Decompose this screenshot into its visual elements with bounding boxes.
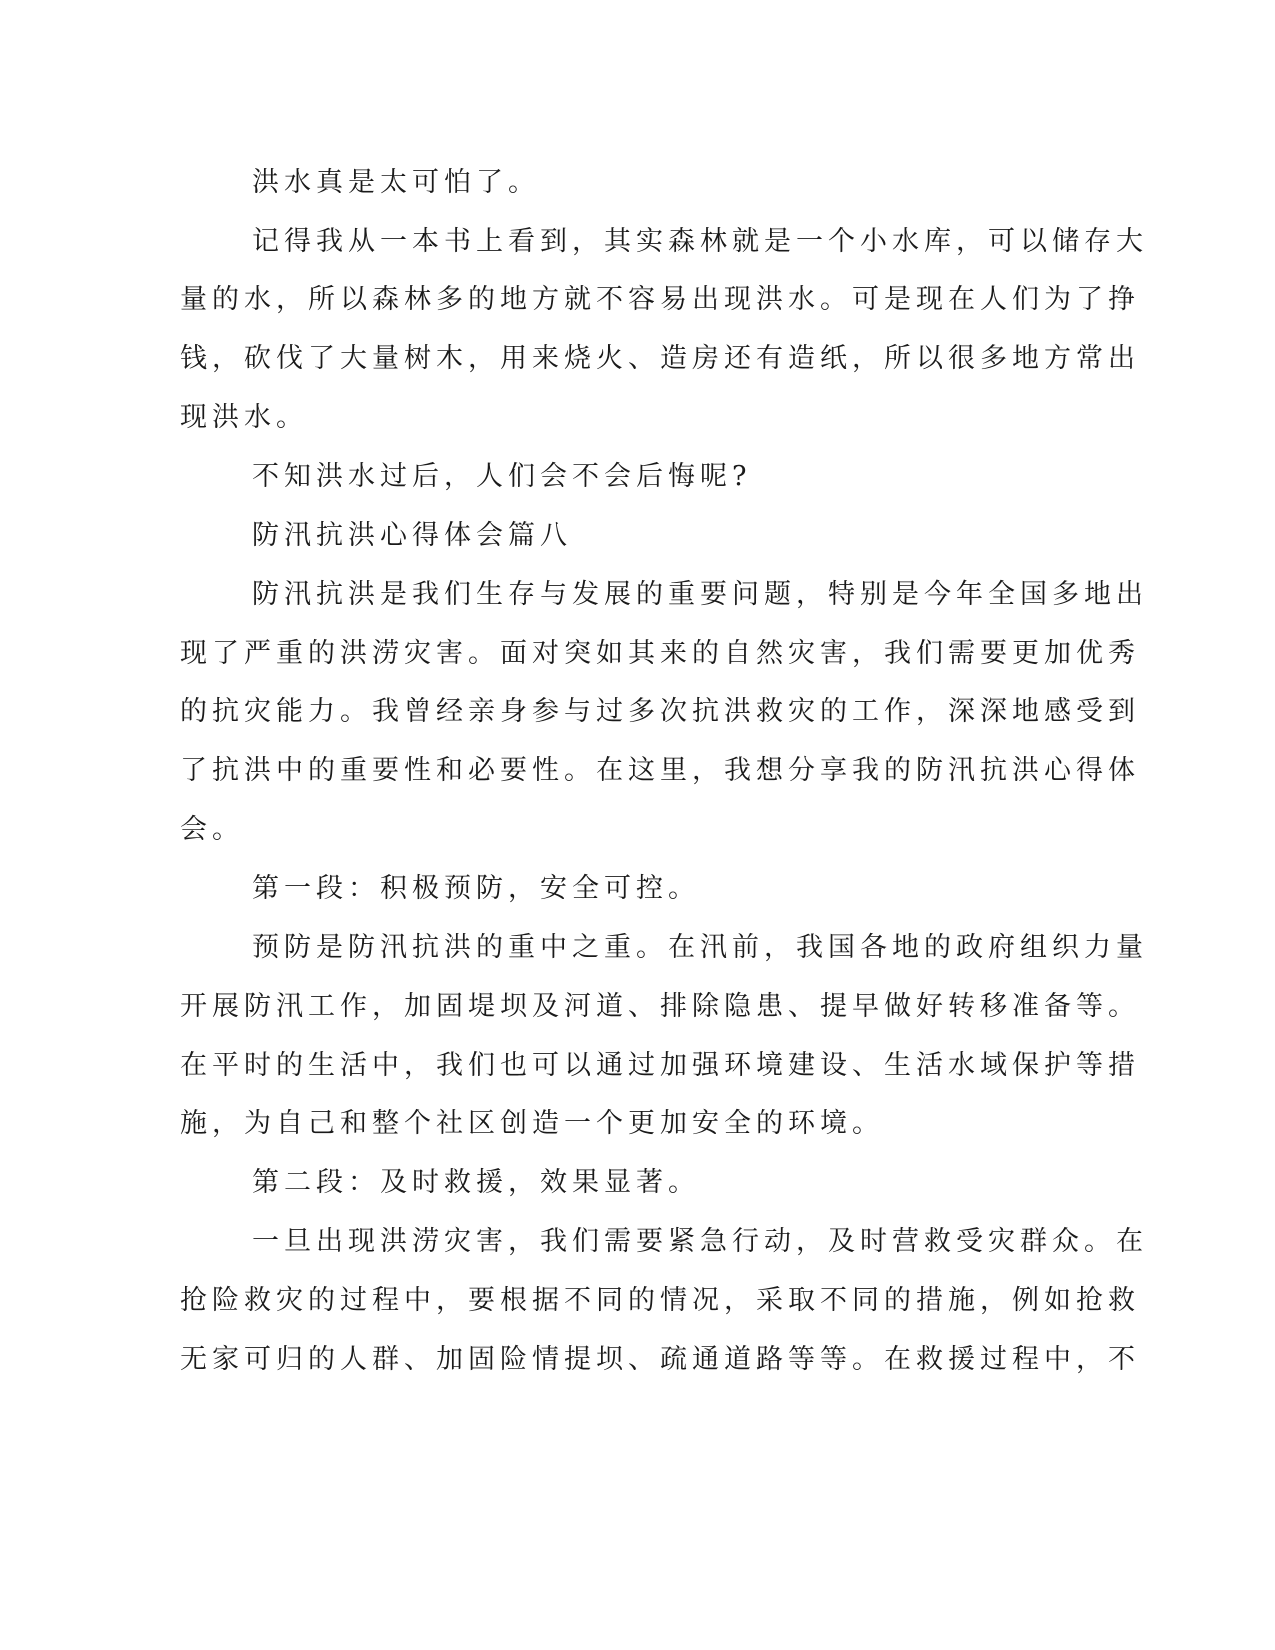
- paragraph-line: 现了严重的洪涝灾害。面对突如其来的自然灾害，我们需要更加优秀: [180, 638, 1140, 669]
- section-subheading: 第二段：及时救援，效果显著。: [252, 1167, 700, 1198]
- paragraph-line: 了抗洪中的重要性和必要性。在这里，我想分享我的防汛抗洪心得体: [180, 755, 1140, 786]
- paragraph-line: 抢险救灾的过程中，要根据不同的情况，采取不同的措施，例如抢救: [180, 1285, 1140, 1316]
- paragraph-line: 在平时的生活中，我们也可以通过加强环境建设、生活水域保护等措: [180, 1050, 1140, 1081]
- paragraph-line: 会。: [180, 814, 244, 845]
- paragraph-line: 一旦出现洪涝灾害，我们需要紧急行动，及时营救受灾群众。在: [252, 1226, 1148, 1257]
- paragraph-line: 预防是防汛抗洪的重中之重。在汛前，我国各地的政府组织力量: [252, 932, 1148, 963]
- paragraph-line: 无家可归的人群、加固险情提坝、疏通道路等等。在救援过程中，不: [180, 1344, 1140, 1375]
- paragraph-line: 防汛抗洪是我们生存与发展的重要问题，特别是今年全国多地出: [252, 579, 1148, 610]
- section-subheading: 第一段：积极预防，安全可控。: [252, 873, 700, 904]
- paragraph-line: 的抗灾能力。我曾经亲身参与过多次抗洪救灾的工作，深深地感受到: [180, 696, 1140, 727]
- paragraph-line: 开展防汛工作，加固堤坝及河道、排除隐患、提早做好转移准备等。: [180, 991, 1140, 1022]
- paragraph-line: 现洪水。: [180, 402, 308, 433]
- paragraph-line: 钱，砍伐了大量树木，用来烧火、造房还有造纸，所以很多地方常出: [180, 343, 1140, 374]
- section-heading: 防汛抗洪心得体会篇八: [252, 520, 572, 551]
- paragraph-line: 不知洪水过后，人们会不会后悔呢?: [252, 461, 752, 492]
- paragraph-line: 洪水真是太可怕了。: [252, 167, 540, 198]
- paragraph-line: 记得我从一本书上看到，其实森林就是一个小水库，可以储存大: [252, 226, 1148, 257]
- paragraph-line: 施，为自己和整个社区创造一个更加安全的环境。: [180, 1108, 884, 1139]
- paragraph-line: 量的水，所以森林多的地方就不容易出现洪水。可是现在人们为了挣: [180, 284, 1140, 315]
